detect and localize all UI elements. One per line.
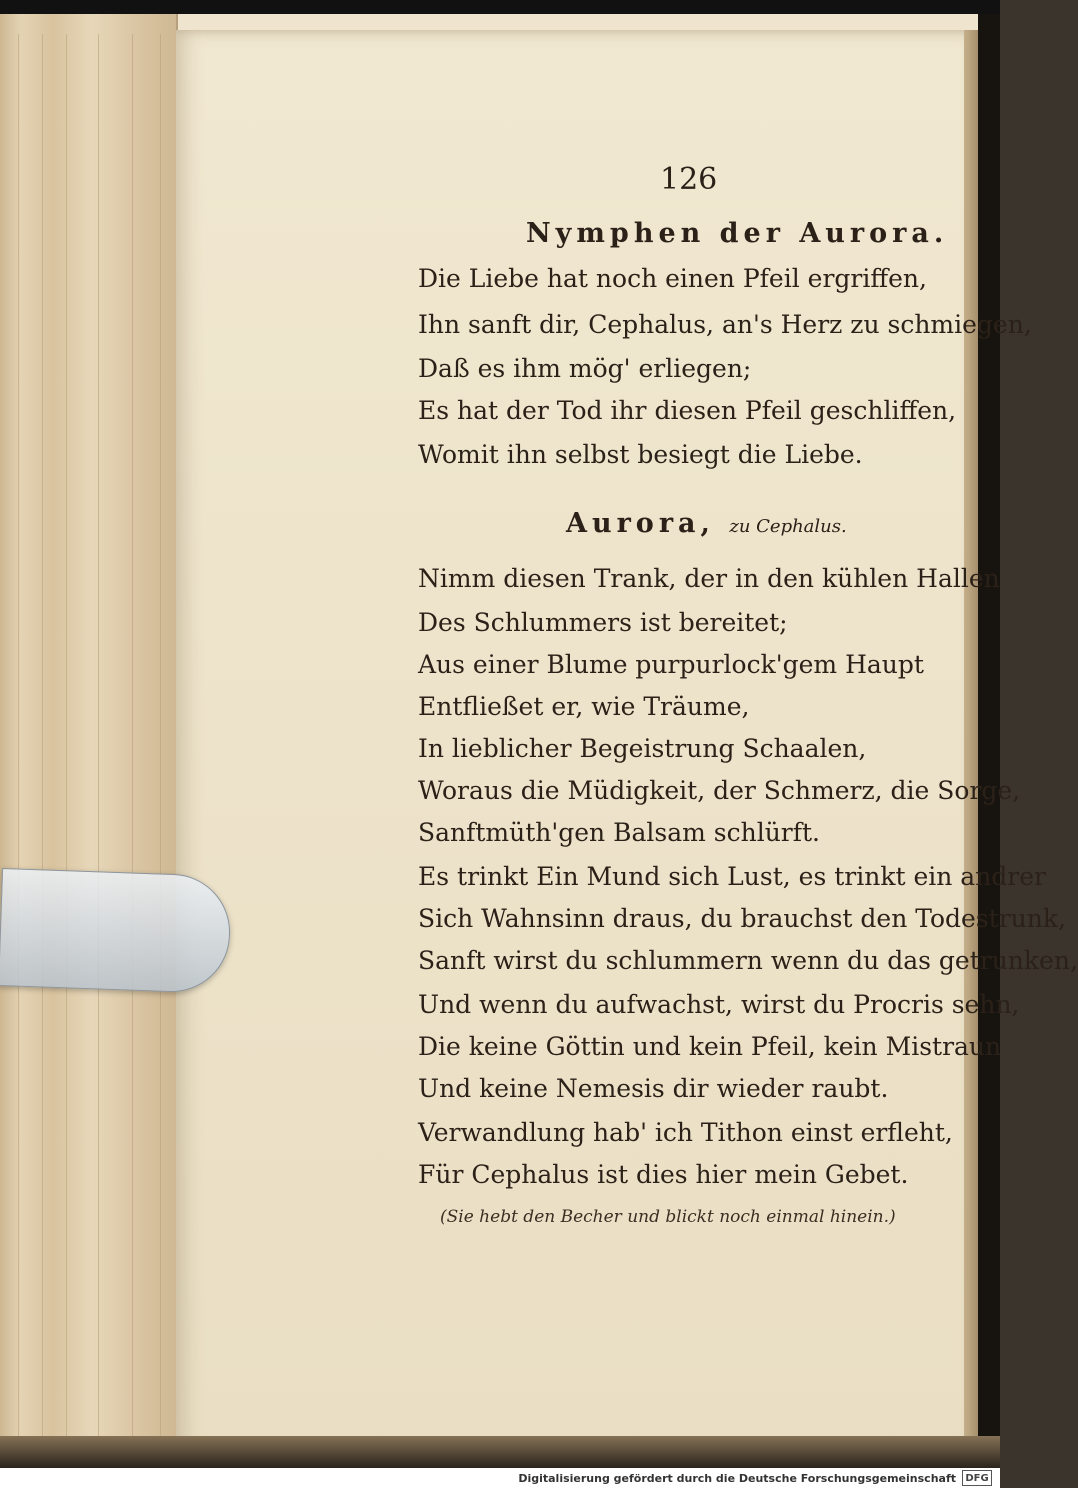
speaker-heading	[566, 508, 847, 539]
verse-line: Ihn sanft dir, Cephalus, an's Herz zu schmiegen,	[418, 310, 1032, 339]
verse-line: Verwandlung hab' ich Tithon einst erfleht,	[418, 1118, 953, 1147]
verse-line: Entfließet er, wie Träume,	[418, 692, 750, 721]
verse-line: Es hat der Tod ihr diesen Pfeil geschliffen,	[418, 396, 957, 425]
page-stack-edge	[0, 14, 178, 1468]
verse-line: Aus einer Blume purpurlock'gem Haupt	[418, 650, 924, 679]
digitization-credit	[0, 1468, 1000, 1488]
verse-line: Die Liebe hat noch einen Pfeil ergriffen,	[418, 264, 927, 293]
verse-line: Daß es ihm mög' erliegen;	[418, 354, 752, 383]
verse-line: Nimm diesen Trank, der in den kühlen Hallen	[418, 564, 1000, 593]
page-holder-clip	[0, 868, 232, 994]
facing-page-edge	[964, 30, 978, 1450]
verse-line: Sanftmüth'gen Balsam schlürft.	[418, 818, 820, 847]
credit-text: Digitalisierung gefördert durch die Deutsche Forschungsgemeinschaft	[518, 1471, 956, 1485]
verse-line: Sich Wahnsinn draus, du brauchst den Todestrunk,	[418, 904, 1066, 933]
verse-line: Des Schlummers ist bereitet;	[418, 608, 788, 637]
speaker-note: zu Cephalus.	[729, 516, 847, 537]
speaker-name: Aurora,	[566, 508, 715, 539]
verse-line: Und wenn du aufwachst, wirst du Procris sehn,	[418, 990, 1020, 1019]
verse-line: Es trinkt Ein Mund sich Lust, es trinkt ein andrer	[418, 862, 1047, 891]
page-number: 126	[660, 162, 718, 197]
verse-line: Für Cephalus ist dies hier mein Gebet.	[418, 1160, 909, 1189]
stage-direction: (Sie hebt den Becher und blickt noch einmal hinein.)	[440, 1207, 896, 1227]
book-bottom-edge	[0, 1436, 1000, 1468]
verse-line: Die keine Göttin und kein Pfeil, kein Mistraun	[418, 1032, 1002, 1061]
verse-line: Sanft wirst du schlummern wenn du das getrunken,	[418, 946, 1078, 975]
verse-line: Woraus die Müdigkeit, der Schmerz, die Sorge,	[418, 776, 1021, 805]
dfg-logo: DFG	[962, 1470, 992, 1486]
scanner-top-border	[0, 0, 1000, 14]
scanner-right-border	[978, 14, 1000, 1468]
verse-line: Und keine Nemesis dir wieder raubt.	[418, 1074, 889, 1103]
speaker-heading: Nymphen der Aurora.	[526, 218, 949, 249]
verse-line: In lieblicher Begeistrung Schaalen,	[418, 734, 867, 763]
verse-line: Womit ihn selbst besiegt die Liebe.	[418, 440, 863, 469]
